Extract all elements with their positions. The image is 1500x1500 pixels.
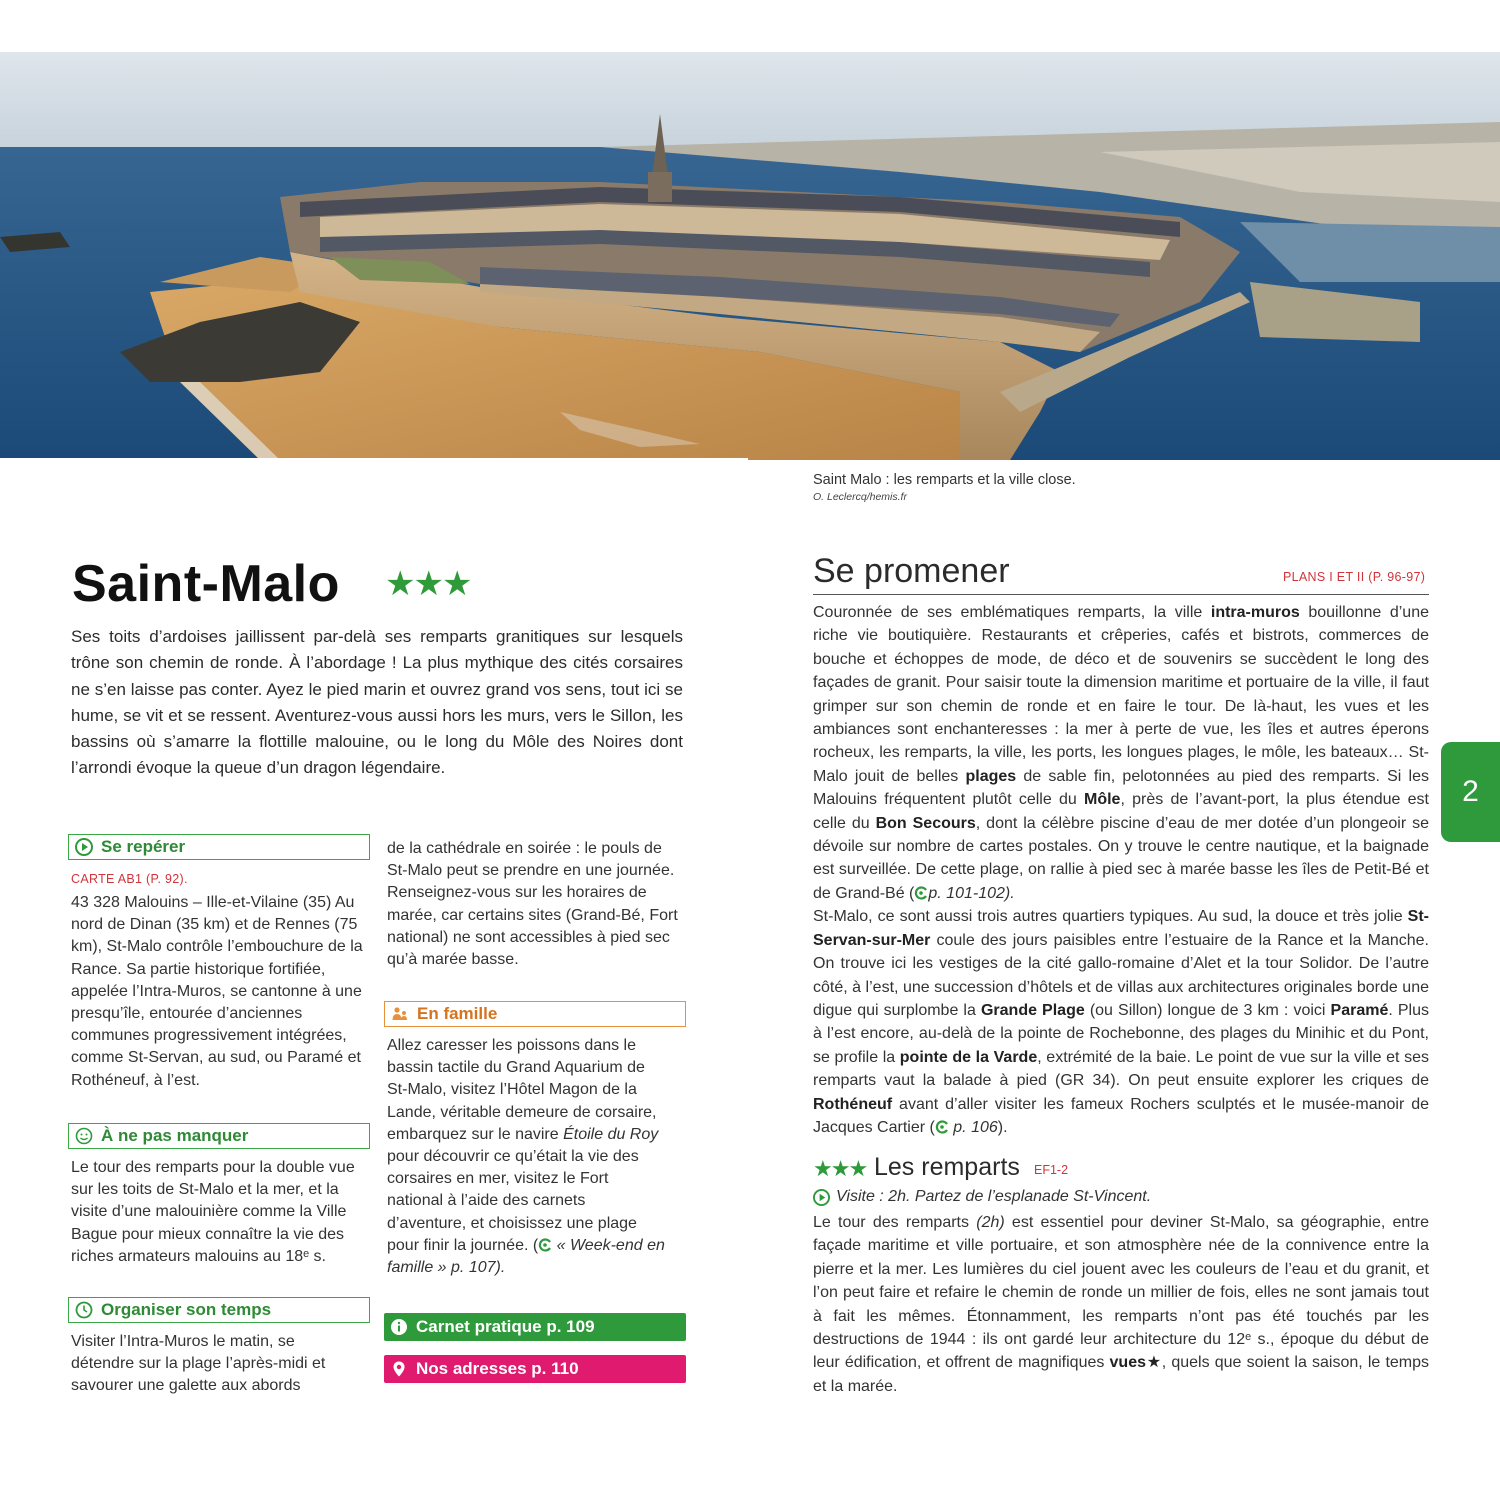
highlight-rotheneuf: Rothéneuf: [813, 1095, 893, 1113]
text-run: Couronnée de ses emblématiques remparts, la ville: [813, 604, 1211, 621]
text-run: St-Malo, ce sont aussi trois autres quartiers typiques. Au sud, la douce et très jolie: [813, 908, 1408, 926]
ship-name: Étoile du Roy: [563, 1125, 659, 1143]
hero-photo: [0, 52, 1500, 460]
family-icon: [391, 1005, 409, 1023]
remparts-heading: Les remparts: [874, 1153, 1020, 1181]
text-run: ).: [997, 1118, 1008, 1136]
smiley-icon: [75, 1127, 93, 1145]
text-run: est essentiel pour deviner St-Malo, sa géographie, entre façade maritime et ville portuaire, et son atmosphère née de la connivence entre la pierre et la mer. Les lumières du ciel jouent avec les couleurs de l’eau et du granit, et l’on peut faire et refaire le chemin de ronde un millier de fois, elles ne sont jamais tout à fait les mêmes. Étonnamment, les remparts n’ont pas été touchés par les destructions de 1944 : ils ont gardé leur architecture du 12ᵉ s., époque du début de leur édification, et offrent de magnifiques: [813, 1214, 1429, 1372]
text-run: , dont la célèbre piscine d’eau de mer dotée d’un plongeoir se dévoile sur nombre de cartes postales. On y trouve le centre nautique, et la baignade est surveillée. De cette plage, on rallie à pied sec à marée basse les îles de Petit-Bé et de Grand-Bé (: [813, 814, 1430, 902]
en-famille-text: [387, 1035, 667, 1279]
duration: (2h): [976, 1214, 1005, 1231]
carnet-pratique-label: Carnet pratique p. 109: [416, 1317, 595, 1336]
text-run: , quels que soient la saison, le temps et la marée.: [813, 1354, 1430, 1395]
organiser-title: Organiser son temps: [101, 1300, 272, 1319]
en-famille-text-b: pour découvrir ce qu’était la vie des corsaires en mer, visitez le Fort national à l’aide des carnets d’aventure, et choisissez une plage pour finir la journée. (: [387, 1148, 639, 1254]
highlight-pointe-varde: pointe de la Varde: [899, 1048, 1038, 1066]
text-run: , près de l’avant-port, la plus étendue est celle du: [813, 791, 1429, 832]
highlight-intra-muros: intra-muros: [1210, 604, 1300, 621]
nos-adresses-label: Nos adresses p. 110: [416, 1359, 579, 1378]
remparts-paragraph: [813, 1211, 1429, 1398]
visit-text: Visite : 2h. Partez de l’esplanade St-Vincent.: [836, 1188, 1152, 1205]
guide-reference-icon: [935, 1120, 949, 1134]
highlight-vues: vues★: [1109, 1354, 1162, 1372]
text-run: . Plus à l’est encore, au-delà de la pointe de Rochebonne, des plages du Minihic et du Pont, se profile la: [813, 1001, 1430, 1066]
text-run: avant d’aller visiter les fameux Rochers sculptés et le musée-manoir de Jacques Cartier (: [813, 1095, 1429, 1136]
se-reperer-title: Se repérer: [101, 837, 186, 856]
se-reperer-text: 43 328 Malouins – Ille-et-Vilaine (35) Au nord de Dinan (35 km) et de Rennes (75 km), St-Malo contrôle l’embouchure de la Rance. Sa partie historique fortifiée, appelée l’Intra-Muros, se cantonne à une presqu’île, entourée d’anciennes communes progressivement intégrées, comme St-Servan, au sud, ou Paramé et Rothéneuf, à l’est.: [71, 894, 363, 1089]
organiser-section: [68, 1297, 370, 1398]
text-run: Le tour des remparts: [813, 1214, 977, 1231]
photo-edge: [0, 458, 748, 462]
carnet-pratique-button[interactable]: [384, 1313, 686, 1341]
text-run: de sable fin, pelotonnées au pied des remparts. Si les Malouins fréquentent plutôt celle du: [813, 767, 1430, 809]
highlight-grande-plage: Grande Plage: [980, 1001, 1085, 1019]
highlight-parame: Paramé: [1330, 1001, 1389, 1019]
highlight-bon-secours: Bon Secours: [875, 814, 976, 832]
play-circle-icon: [75, 838, 93, 856]
guide-reference-icon: [914, 886, 928, 900]
en-famille-text-a: Allez caresser les poissons dans le bassin tactile du Grand Aquarium de St-Malo, visitez l’Hôtel Magon de la Lande, véritable demeure de corsaire, embarquez sur le navire: [387, 1037, 657, 1143]
page-reference[interactable]: p. 101-102).: [928, 884, 1015, 902]
week-end-reference[interactable]: « Week-end en famille » p. 107).: [387, 1236, 665, 1277]
organiser-heading: [68, 1297, 370, 1323]
text-run: (ou Sillon) longue de 3 km : voici: [1084, 1001, 1331, 1019]
a-ne-pas-manquer-text: Le tour des remparts pour la double vue sur les toits de St-Malo et la mer, et la visite d’une malouinière comme la Ville Bague pour mieux connaître la vie des riches armateurs malouins au 18ᵉ s.: [71, 1159, 355, 1265]
heading-rule: [813, 594, 1429, 595]
photo-caption: Saint Malo : les remparts et la ville close.: [813, 472, 1076, 488]
remparts-visit-info: [813, 1188, 1151, 1206]
page-title: Saint-Malo: [72, 555, 340, 613]
play-circle-icon: [813, 1189, 830, 1206]
plans-reference: PLANS I ET II (P. 96-97): [1283, 570, 1426, 584]
highlight-st-servan: St-Servan-sur-Mer: [813, 908, 1429, 949]
se-promener-heading: Se promener: [813, 552, 1010, 590]
photo-credit: O. Leclercq/hemis.fr: [813, 491, 907, 503]
a-ne-pas-manquer-heading: [68, 1123, 370, 1149]
remparts-stars: ★★★: [813, 1156, 867, 1181]
chapter-tab[interactable]: 2: [1441, 742, 1500, 842]
clock-icon: [75, 1301, 93, 1319]
saint-malo-aerial-illustration: [0, 52, 1500, 460]
se-promener-paragraph-2: [813, 905, 1429, 1139]
a-ne-pas-manquer-section: [68, 1123, 370, 1268]
text-run: , extrémité de la baie. Le point de vue sur la ville et ses remparts vaut la balade à pied (GR 34). On peut ensuite explorer les criques de: [813, 1048, 1430, 1090]
rating-stars: ★★★: [385, 565, 471, 603]
nos-adresses-button[interactable]: [384, 1355, 686, 1383]
info-icon: [390, 1318, 408, 1336]
highlight-plages: plages: [965, 767, 1017, 785]
en-famille-title: En famille: [417, 1004, 498, 1023]
text-run: coule des jours paisibles entre l’estuaire de la Rance et la Manche. On trouve ici les vestiges de la cité gallo-romaine d’Alet et la tour Solidor. De l’autre côté, à l’est, une succession d’hôtels et de villas aux architectures originales borde une digue qui surplombe la: [813, 931, 1429, 1019]
page-reference[interactable]: p. 106: [953, 1118, 998, 1136]
organiser-text-continued: de la cathédrale en soirée : le pouls de St-Malo peut se prendre en une journée. Renseignez-vous sur les horaires de marée, car certains sites (Grand-Bé, Fort national) ne sont accessibles à pied sec qu’à marée basse.: [387, 840, 678, 969]
map-reference: CARTE AB1 (P. 92).: [71, 872, 188, 886]
guide-reference-icon: [538, 1238, 552, 1252]
intro-paragraph: Ses toits d’ardoises jaillissent par-delà ses remparts granitiques sur lesquels trône son chemin de ronde. À l’abordage ! La plus mythique des cités corsaires ne s’en laisse pas conter. Ayez le pied marin et ouvrez grand vos sens, tout ici se hume, se vit et se ressent. Aventurez-vous aussi hors les murs, vers le Sillon, les bassins où s’amarre la flottille malouine, ou le long du Môle des Noires dont l’arrondi évoque la queue d’un dragon légendaire.: [71, 627, 683, 778]
location-pin-icon: [390, 1360, 408, 1378]
en-famille-section: [384, 1001, 686, 1279]
remparts-text: [813, 1211, 1429, 1398]
se-reperer-heading: [68, 834, 370, 860]
se-reperer-section: [68, 834, 370, 1092]
text-run: bouillonne d’une riche vie boutiquière. Restaurants et crêperies, cafés et bistrots, commerces de bouche et échoppes de mode, de déco et de souvenirs se succèdent le long des façades de granit. Pour saisir toute la dimension maritime et portuaire de la ville, il faut grimper sur son chemin de ronde et en faire le tour. De là-haut, les vues et les ambiances sont enchanteresses : la mer à perte de vue, les îles et autres éperons rocheux, les remparts, la ville, les ports, les longues plages, le môle, les bateaux… St-Malo jouit de belles: [813, 604, 1429, 785]
a-ne-pas-manquer-title: À ne pas manquer: [101, 1126, 249, 1145]
remparts-map-reference: EF1-2: [1034, 1163, 1069, 1177]
organiser-text: Visiter l’Intra-Muros le matin, se détendre sur la plage l’après-midi et savourer une galette aux abords: [71, 1333, 326, 1395]
se-promener-paragraph-1: [813, 601, 1429, 905]
en-famille-heading: [384, 1001, 686, 1027]
highlight-mole: Môle: [1083, 791, 1121, 809]
se-promener-text: [813, 601, 1429, 1139]
